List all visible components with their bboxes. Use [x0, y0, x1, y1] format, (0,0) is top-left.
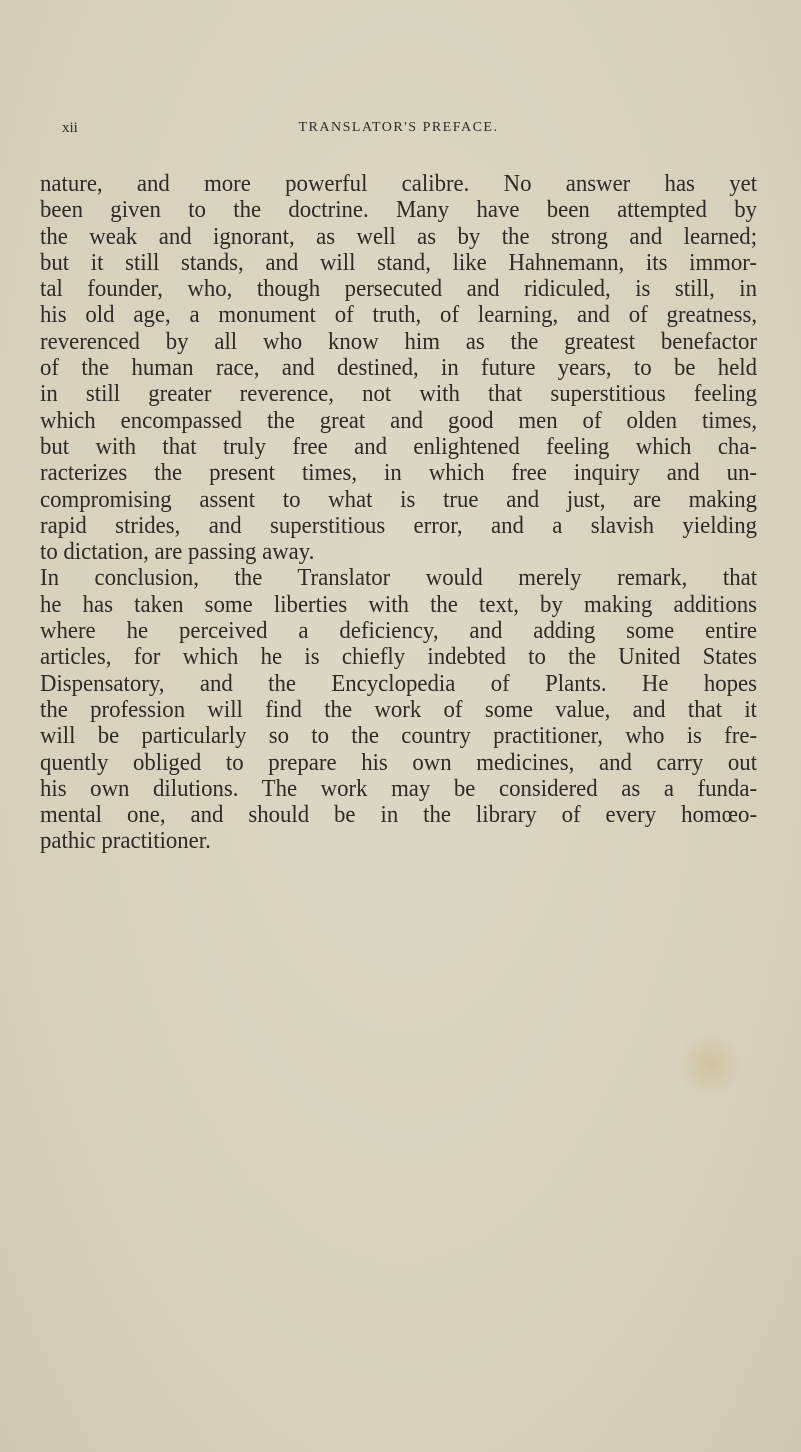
text-line: his old age, a monument of truth, of learning, and of greatness,	[40, 301, 758, 329]
text-line: In conclusion, the Translator would merely remark, that	[40, 564, 758, 592]
page-header	[40, 120, 757, 140]
text-line: but with that truly free and enlightened feeling which cha-	[40, 432, 758, 460]
text-line: but it still stands, and will stand, like Hahnemann, its immor-	[40, 248, 758, 276]
text-line: which encompassed the great and good men of olden times,	[40, 406, 758, 434]
text-line: been given to the doctrine. Many have been attempted by	[40, 196, 758, 224]
text-line: racterizes the present times, in which free inquiry and un-	[40, 459, 758, 487]
text-line: to dictation, are passing away.	[40, 538, 315, 566]
text-line: he has taken some liberties with the text, by making additions	[40, 590, 758, 618]
text-line: compromising assent to what is true and just, are making	[40, 485, 758, 513]
text-line: the weak and ignorant, as well as by the strong and learned;	[40, 222, 758, 250]
text-line: where he perceived a deficiency, and adding some entire	[40, 617, 758, 645]
text-line: in still greater reverence, not with that superstitious feeling	[40, 380, 758, 408]
text-line: of the human race, and destined, in future years, to be held	[40, 354, 758, 382]
running-title: TRANSLATOR'S PREFACE.	[298, 120, 499, 135]
text-line: mental one, and should be in the library of every homœo-	[40, 801, 758, 829]
text-line: the profession will find the work of some value, and that it	[40, 695, 758, 723]
text-line: Dispensatory, and the Encyclopedia of Plants. He hopes	[40, 669, 758, 697]
text-line: pathic practitioner.	[40, 827, 211, 855]
text-line: quently obliged to prepare his own medicines, and carry out	[40, 748, 758, 776]
paper-stain	[680, 1030, 740, 1100]
text-line: articles, for which he is chiefly indebted to the United States	[40, 643, 758, 671]
text-line: tal founder, who, though persecuted and ridiculed, is still, in	[40, 275, 758, 303]
text-line: rapid strides, and superstitious error, and a slavish yielding	[40, 511, 758, 539]
body-text	[40, 171, 757, 855]
page-number: xii	[62, 120, 78, 136]
text-line: reverenced by all who know him as the greatest benefactor	[40, 327, 758, 355]
text-line: his own dilutions. The work may be considered as a funda-	[40, 774, 758, 802]
text-line: nature, and more powerful calibre. No answer has yet	[40, 170, 758, 197]
text-line: will be particularly so to the country practitioner, who is fre-	[40, 722, 758, 750]
